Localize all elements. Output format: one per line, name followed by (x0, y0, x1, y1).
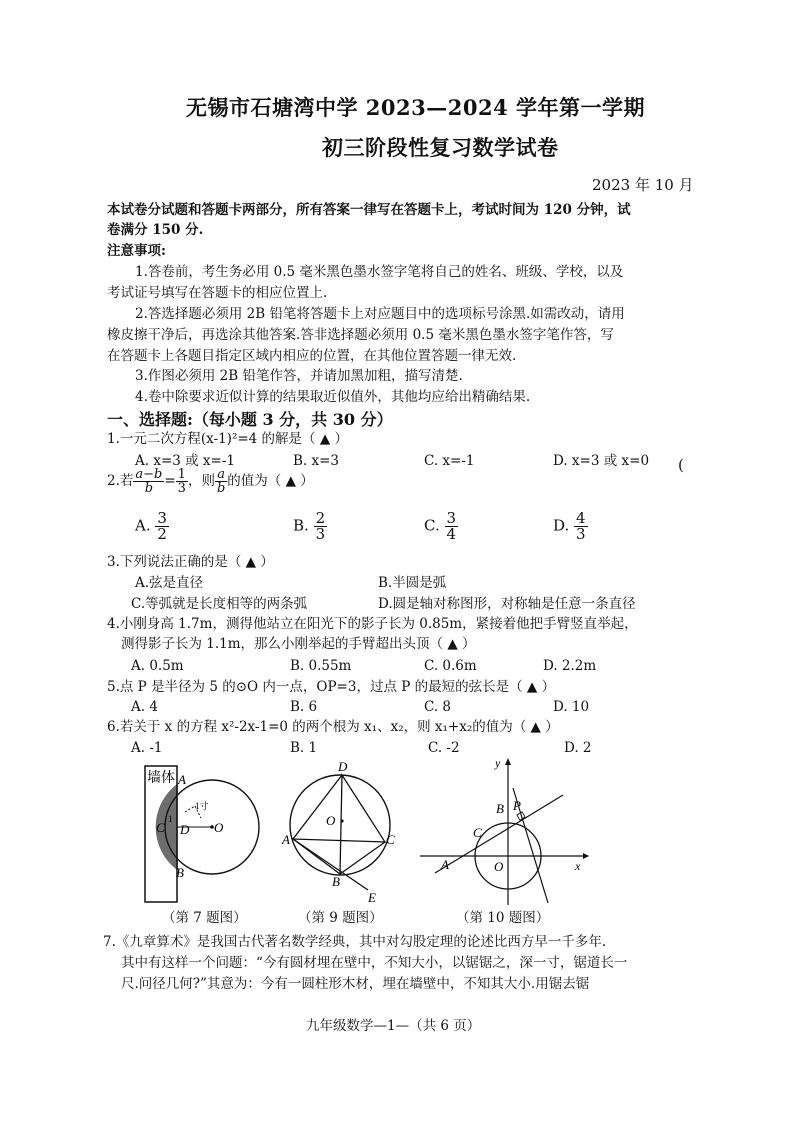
section-title: 一、选择题:（每小题 3 分，共 30 分） (107, 410, 393, 429)
notice-title: 注意事项: (107, 243, 166, 259)
point-label: B (176, 865, 184, 880)
point-label: O (326, 813, 336, 828)
option: C. -2 (428, 740, 460, 756)
stray-mark: ( (678, 456, 684, 474)
option: D. 2 (564, 740, 592, 756)
option: B.半圆是弧 (378, 575, 447, 591)
depth-note: 1寸 (195, 801, 209, 811)
point-label: O (494, 859, 504, 874)
option: B. 6 (290, 699, 318, 715)
ray-ae (293, 839, 368, 890)
x-arrow (583, 853, 589, 859)
page-footer: 九年级数学—1—（共 6 页） (306, 1018, 481, 1034)
option: D.圆是轴对称图形，对称轴是任意一条直径 (378, 596, 636, 612)
point-label: A (441, 857, 449, 872)
figure-caption: （第 10 题图） (456, 910, 550, 926)
option: A.弦是直径 (135, 575, 204, 591)
figure-9 (280, 758, 395, 908)
option: D. $\frac{4}{3}$ (553, 509, 586, 543)
axis-label: y (495, 756, 501, 770)
exam-subtitle: 初三阶段性复习数学试卷 (322, 135, 559, 160)
question-stem: 3.下列说法正确的是（ ▲ ） (107, 554, 274, 570)
intro-line: 本试卷分试题和答题卡两部分，所有答案一律写在答题卡上，考试时间为 120 分钟，试 (107, 202, 631, 218)
point-label: B (496, 801, 504, 816)
notice-item: 考试证号填写在答题卡的相应位置上. (107, 285, 328, 301)
question-stem: 6.若关于 x 的方程 x²-2x-1=0 的两个根为 x₁、x₂，则 x₁+x₂的值为（ ▲ ） (107, 719, 559, 735)
option: A. -1 (131, 740, 163, 756)
option: B. 0.55m (290, 658, 352, 674)
notice-item: 1.答卷前，考生务必用 0.5 毫米黑色墨水签字笔将自己的姓名、班级、学校，以及 (135, 264, 624, 280)
notice-item: 3.作图必须用 2B 铅笔作答，并请加黑加粗，描写清楚. (135, 368, 463, 384)
option: B. 1 (290, 740, 318, 756)
option: A. $\frac{3}{2}$ (135, 509, 167, 543)
question-stem: 1.一元二次方程(x-1)²=4 的解是（ ▲ ） (107, 431, 349, 447)
exam-title: 无锡市石塘湾中学 2023—2024 学年第一学期 (186, 95, 646, 120)
question-stem: 2.若 $\frac{a-b}{b}$ = $\frac{1}{3}$ ，则 $\frac{a}{b}$ 的值为（ ▲ ） (107, 467, 314, 496)
question-stem: 其中有这样一个问题：“今有圆材埋在壁中，不知大小，以锯锯之，深一寸，锯道长一 (121, 955, 628, 971)
exam-date: 2023 年 10 月 (592, 176, 694, 194)
option: D. 2.2m (543, 658, 597, 674)
option: B. $\frac{2}{3}$ (293, 509, 326, 543)
option: D. x=3 或 x=0 (553, 453, 650, 469)
question-stem: 测得影子长为 1.1m，那么小刚举起的手臂超出头顶（ ▲ ） (121, 636, 476, 652)
question-stem: 尺.问径几何?”其意为：今有一圆柱形木材，埋在墙壁中，不知其大小.用锯去锯 (121, 976, 590, 992)
question-stem: 7.《九章算术》是我国古代著名数学经典，其中对勾股定理的论述比西方早一千多年. (103, 934, 607, 950)
center-dot (340, 819, 343, 822)
point-label: A (178, 772, 186, 787)
y-arrow (505, 758, 511, 765)
figure-10 (415, 755, 590, 910)
option: C. x=-1 (424, 453, 475, 469)
point-label: E (368, 890, 376, 905)
point-label: C (386, 832, 395, 847)
intro-line: 卷满分 150 分. (107, 222, 204, 238)
point-label: C (473, 825, 482, 840)
axis-label: x (575, 859, 581, 873)
point-label: P (513, 798, 521, 813)
option: C. 8 (424, 699, 452, 715)
option: A. 0.5m (131, 658, 184, 674)
option: A. x=3 或 x=-1 (135, 453, 236, 469)
figure-caption: （第 7 题图） (162, 910, 247, 926)
question-stem: 4.小刚身高 1.7m，测得他站立在阳光下的影子长为 0.85m，紧接着他把手臂竖直举起， (107, 616, 638, 632)
option: C. 0.6m (424, 658, 477, 674)
option: B. x=3 (293, 453, 340, 469)
point-label: D (338, 759, 348, 774)
inscribed-lines (293, 775, 385, 874)
point-label: B (332, 874, 340, 889)
small-label: 1 (168, 814, 173, 824)
point-label: O (214, 820, 224, 835)
notice-item: 4.卷中除要求近似计算的结果取近似值外，其他均应给出精确结果. (135, 389, 531, 405)
point-label: A (282, 832, 290, 847)
notice-item: 橡皮擦干净后，再选涂其他答案.答非选择题必须用 0.5 毫米黑色墨水签字笔作答，写 (107, 327, 614, 343)
point-label: D (180, 822, 190, 837)
wall-label: 墙体 (147, 771, 175, 786)
option: C. $\frac{3}{4}$ (424, 509, 457, 543)
option: A. 4 (131, 699, 158, 715)
figure-7 (140, 762, 250, 907)
notice-item: 在答题卡上各题目指定区域内相应的位置，在其他位置答题一律无效. (107, 348, 517, 364)
option: D. 10 (553, 699, 590, 715)
figure-caption: （第 9 题图） (298, 910, 383, 926)
option: C.等弧就是长度相等的两条弧 (131, 596, 308, 612)
notice-item: 2.答选择题必须用 2B 铅笔将答题卡上对应题目中的选项标号涂黑.如需改动，请用 (135, 306, 625, 322)
point-label: C (156, 820, 165, 835)
question-stem: 5.点 P 是半径为 5 的⊙O 内一点，OP=3，过点 P 的最短的弦长是（ ▲ ） (107, 679, 556, 695)
